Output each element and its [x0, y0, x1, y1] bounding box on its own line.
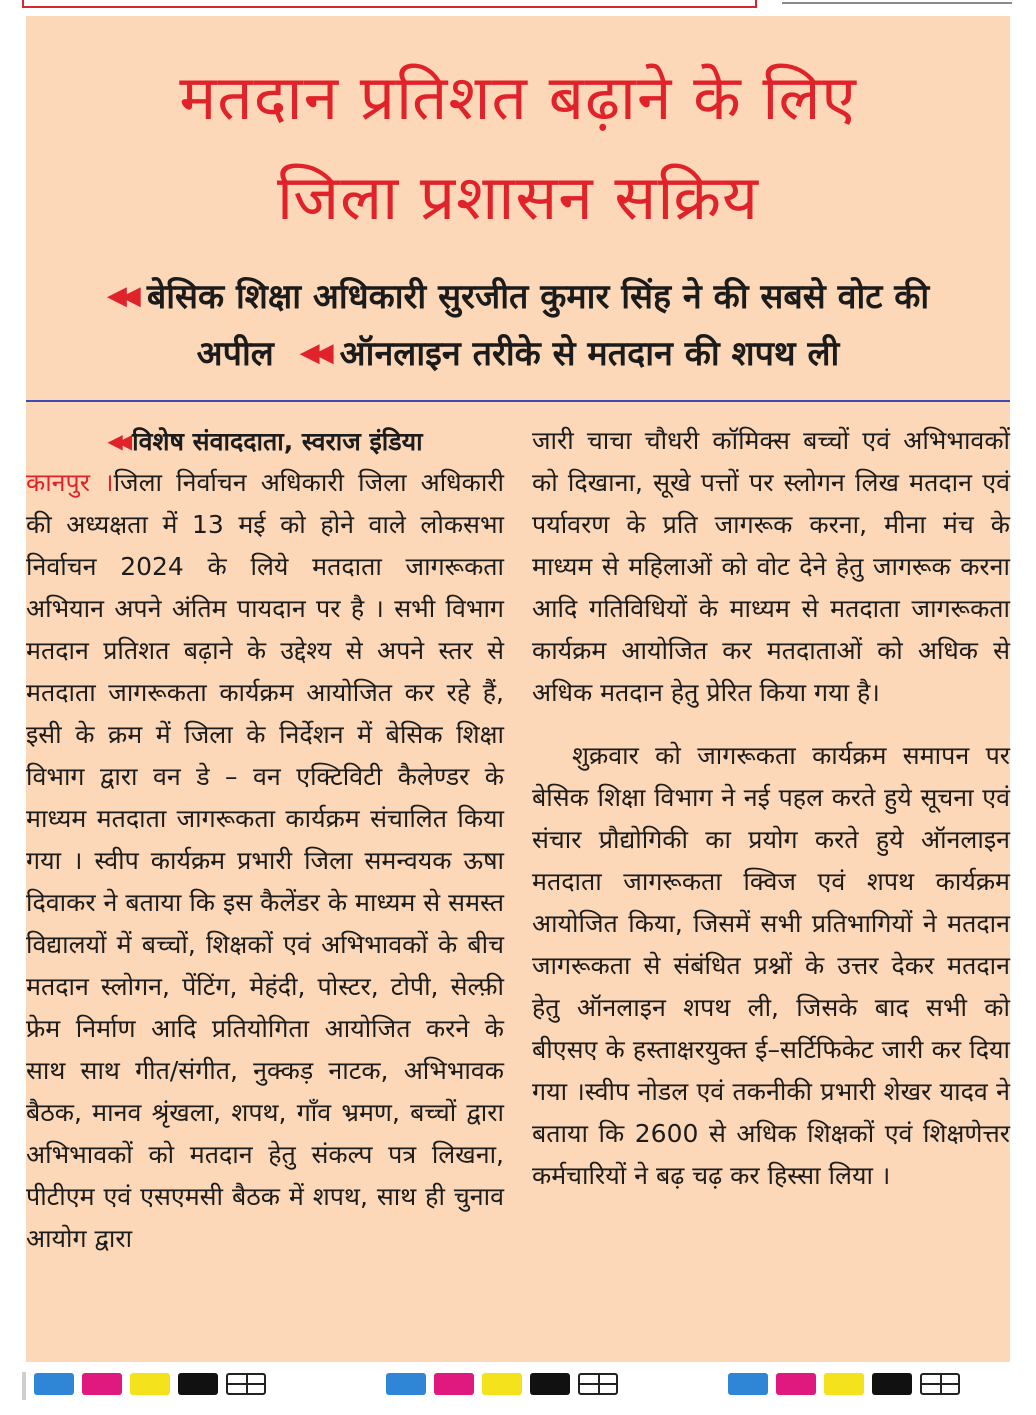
dateline: कानपुर । [26, 468, 114, 497]
subhead-line-1: बेसिक शिक्षा अधिकारी सुरजीत कुमार सिंह ने की सबसे वोट की [146, 277, 930, 317]
yellow-swatch [482, 1373, 522, 1395]
cyan-swatch [728, 1373, 768, 1395]
article-column-right [532, 420, 1010, 1197]
subheadline [26, 268, 1010, 382]
headline [26, 48, 1010, 248]
magenta-swatch [434, 1373, 474, 1395]
color-registration-strip [728, 1373, 960, 1399]
double-arrow-icon: ◀◀ [299, 338, 328, 368]
black-swatch [872, 1373, 912, 1395]
article-paragraph-1-continued: जारी चाचा चौधरी कॉमिक्स बच्चों एवं अभिभावकों को दिखाना, सूखे पत्तों पर स्लोगन लिख मतदान एवं पर्यावरण के प्रति जागरूक करना, मीना मंच के माध्यम से महिलाओं को वोट देने हेतु जागरूक करना आदि गतिविधियों के माध्यम से मतदाता जागरूकता कार्यक्रम आयोजित कर मतदाताओं को अधिक से अधिक मतदान हेतु प्रेरित किया गया है। [532, 426, 1010, 707]
magenta-swatch [82, 1373, 122, 1395]
subhead-line-2a: अपील [196, 334, 274, 374]
cyan-swatch [34, 1373, 74, 1395]
yellow-swatch [130, 1373, 170, 1395]
headline-line-1: मतदान प्रतिशत बढ़ाने के लिए [179, 61, 857, 134]
news-clipping [26, 16, 1010, 1362]
subhead-line-2b: ऑनलाइन तरीके से मतदान की शपथ ली [339, 334, 840, 374]
black-swatch [178, 1373, 218, 1395]
color-registration-strip [34, 1373, 266, 1399]
black-swatch [530, 1373, 570, 1395]
top-rule [782, 2, 1012, 4]
registration-mark-icon [226, 1373, 266, 1395]
byline [26, 420, 504, 462]
magenta-swatch [776, 1373, 816, 1395]
article-column-left [26, 420, 504, 1260]
section-divider [26, 400, 1010, 402]
registration-mark-icon [578, 1373, 618, 1395]
byline-text: विशेष संवाददाता, स्वराज इंडिया [132, 427, 423, 456]
yellow-swatch [824, 1373, 864, 1395]
article-text: जिला निर्वाचन अधिकारी जिला अधिकारी की अध्यक्षता में 13 मई को होने वाले लोकसभा निर्वाचन 2024 के लिये मतदाता जागरूकता अभियान अपने अंतिम पायदान पर है । सभी विभाग मतदान प्रतिशत बढ़ाने के उद्देश्य से अपने स्तर से मतदाता जागरूकता कार्यक्रम आयोजित कर रहे हैं, इसी के क्रम में जिला के निर्देशन में बेसिक शिक्षा विभाग द्वारा वन डे – वन एक्टिविटी कैलेण्डर के माध्यम मतदाता जागरूकता कार्यक्रम संचालित किया गया । स्वीप कार्यक्रम प्रभारी जिला समन्वयक ऊषा दिवाकर ने बताया कि इस कैलेंडर के माध्यम से समस्त विद्यालयों में बच्चों, शिक्षकों एवं अभिभावकों के बीच मतदान स्लोगन, पेंटिंग, मेहंदी, पोस्टर, टोपी, सेल्फ़ी फ्रेम निर्माण आदि प्रतियोगिता आयोजित करने के साथ साथ गीत/संगीत, नुक्कड़ नाटक, अभिभावक बैठक, मानव श्रृंखला, शपथ, गाँव भ्रमण, बच्चों द्वारा अभिभावकों को मतदान हेतु संकल्प पत्र लिखना, पीटीएम एवं एसएमसी बैठक में शपथ, साथ ही चुनाव आयोग द्वारा [26, 468, 504, 1253]
article-paragraph-2: शुक्रवार को जागरूकता कार्यक्रम समापन पर बेसिक शिक्षा विभाग ने नई पहल करते हुये सूचना एवं संचार प्रौद्योगिकी का प्रयोग करते हुये ऑनलाइन मतदाता जागरूकता क्विज एवं शपथ कार्यक्रम आयोजित किया, जिसमें सभी प्रतिभागियों ने मतदान जागरूकता से संबंधित प्रश्नों के उत्तर देकर मतदान हेतु ऑनलाइन शपथ ली, जिसके बाद सभी को बीएसए के हस्ताक्षरयुक्त ई–सर्टिफिकेट जारी कर दिया गया ।स्वीप नोडल एवं तकनीकी प्रभारी शेखर यादव ने बताया कि 2600 से अधिक शिक्षकों एवं शिक्षणेत्तर कर्मचारियों ने बढ़ चढ़ कर हिस्सा लिया । [532, 741, 1010, 1190]
color-registration-strip [386, 1373, 618, 1399]
registration-mark-icon [920, 1373, 960, 1395]
top-border-strip [22, 0, 757, 8]
registration-bar [22, 1372, 26, 1400]
article-paragraph-1 [26, 462, 504, 1260]
cyan-swatch [386, 1373, 426, 1395]
double-arrow-icon: ◀◀ [107, 429, 127, 453]
double-arrow-icon: ◀◀ [106, 281, 135, 311]
headline-line-2: जिला प्रशासन सक्रिय [277, 161, 759, 234]
